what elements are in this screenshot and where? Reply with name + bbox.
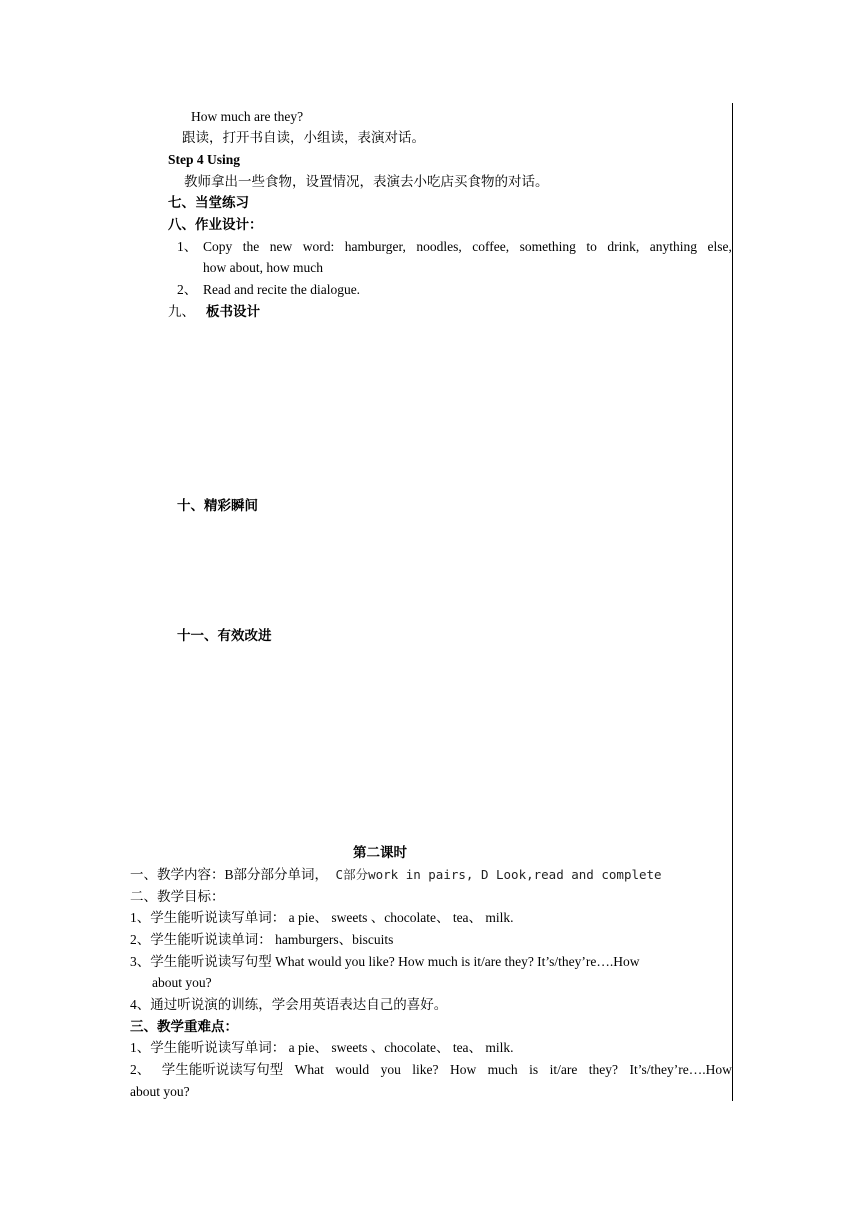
word: How — [449, 1062, 477, 1077]
goal-4: 4、通过听说演的训练，学会用英语表达自己的喜好。 — [130, 997, 448, 1012]
lesson-title: 第二课时 — [353, 845, 407, 860]
content-line — [130, 866, 662, 884]
word: anything — [649, 239, 697, 254]
word: the — [242, 239, 260, 254]
homework-2-text: Read and recite the dialogue. — [203, 282, 361, 297]
goal-3-line2: about you? — [152, 975, 212, 990]
homework-1-number: 1、 — [177, 239, 198, 254]
section-7-heading: 七、当堂练习 — [168, 195, 249, 210]
word: hamburger, — [344, 239, 406, 254]
word: 学生能听说读写句型 — [161, 1062, 284, 1077]
step4-text: 教师拿出一些食物，设置情况，表演去小吃店买食物的对话。 — [184, 174, 549, 189]
word: new — [269, 239, 293, 254]
word: like? — [412, 1062, 439, 1077]
word: else, — [707, 239, 732, 254]
content-rest: C部分work in pairs, D Look,read and complete — [328, 867, 662, 882]
goal-2: 2、学生能听说读单词： hamburgers、biscuits — [130, 932, 394, 947]
word: is — [529, 1062, 539, 1077]
line-follow-read: 跟读，打开书自读，小组读，表演对话。 — [182, 130, 425, 145]
homework-2-number: 2、 — [177, 282, 198, 297]
word: you — [380, 1062, 401, 1077]
word: something — [519, 239, 576, 254]
key-points-heading: 三、教学重难点： — [130, 1019, 238, 1034]
word: word: — [302, 239, 335, 254]
word: coffee, — [472, 239, 510, 254]
key-point-2-line1 — [130, 1061, 732, 1079]
section-8-heading: 八、作业设计： — [168, 217, 263, 232]
word: would — [335, 1062, 370, 1077]
line-how-much: How much are they? — [191, 109, 304, 124]
word: Copy — [203, 239, 233, 254]
section-10-heading: 十、精彩瞬间 — [177, 498, 258, 513]
key-point-2-line2: about you? — [130, 1084, 190, 1099]
table-right-border — [732, 103, 733, 1101]
word: It’s/they’re….How — [629, 1062, 732, 1077]
section-11-heading: 十一、有效改进 — [177, 628, 272, 643]
word: What — [294, 1062, 324, 1077]
content-label: 一、教学内容：B部分部分单词， — [130, 867, 329, 882]
word: 2、 — [130, 1062, 151, 1077]
word: it/are — [549, 1062, 578, 1077]
key-point-1: 1、学生能听说读写单词： a pie、 sweets 、chocolate、 tea、 milk. — [130, 1040, 514, 1055]
word: noodles, — [416, 239, 462, 254]
homework-1-line1 — [203, 238, 732, 256]
section-9-number: 九、 — [168, 304, 195, 319]
homework-1-line2: how about, how much — [203, 260, 323, 275]
word: to — [586, 239, 597, 254]
step4-title: Step 4 Using — [168, 152, 241, 167]
word: they? — [588, 1062, 619, 1077]
section-9-heading: 板书设计 — [206, 304, 260, 319]
goal-1: 1、学生能听说读写单词： a pie、 sweets 、chocolate、 tea、 milk. — [130, 910, 514, 925]
word: drink, — [607, 239, 640, 254]
word: much — [487, 1062, 518, 1077]
goals-heading: 二、教学目标： — [130, 889, 225, 904]
goal-3-line1: 3、学生能听说读写句型 What would you like? How much is it/are they? It’s/they’re….How — [130, 954, 640, 969]
